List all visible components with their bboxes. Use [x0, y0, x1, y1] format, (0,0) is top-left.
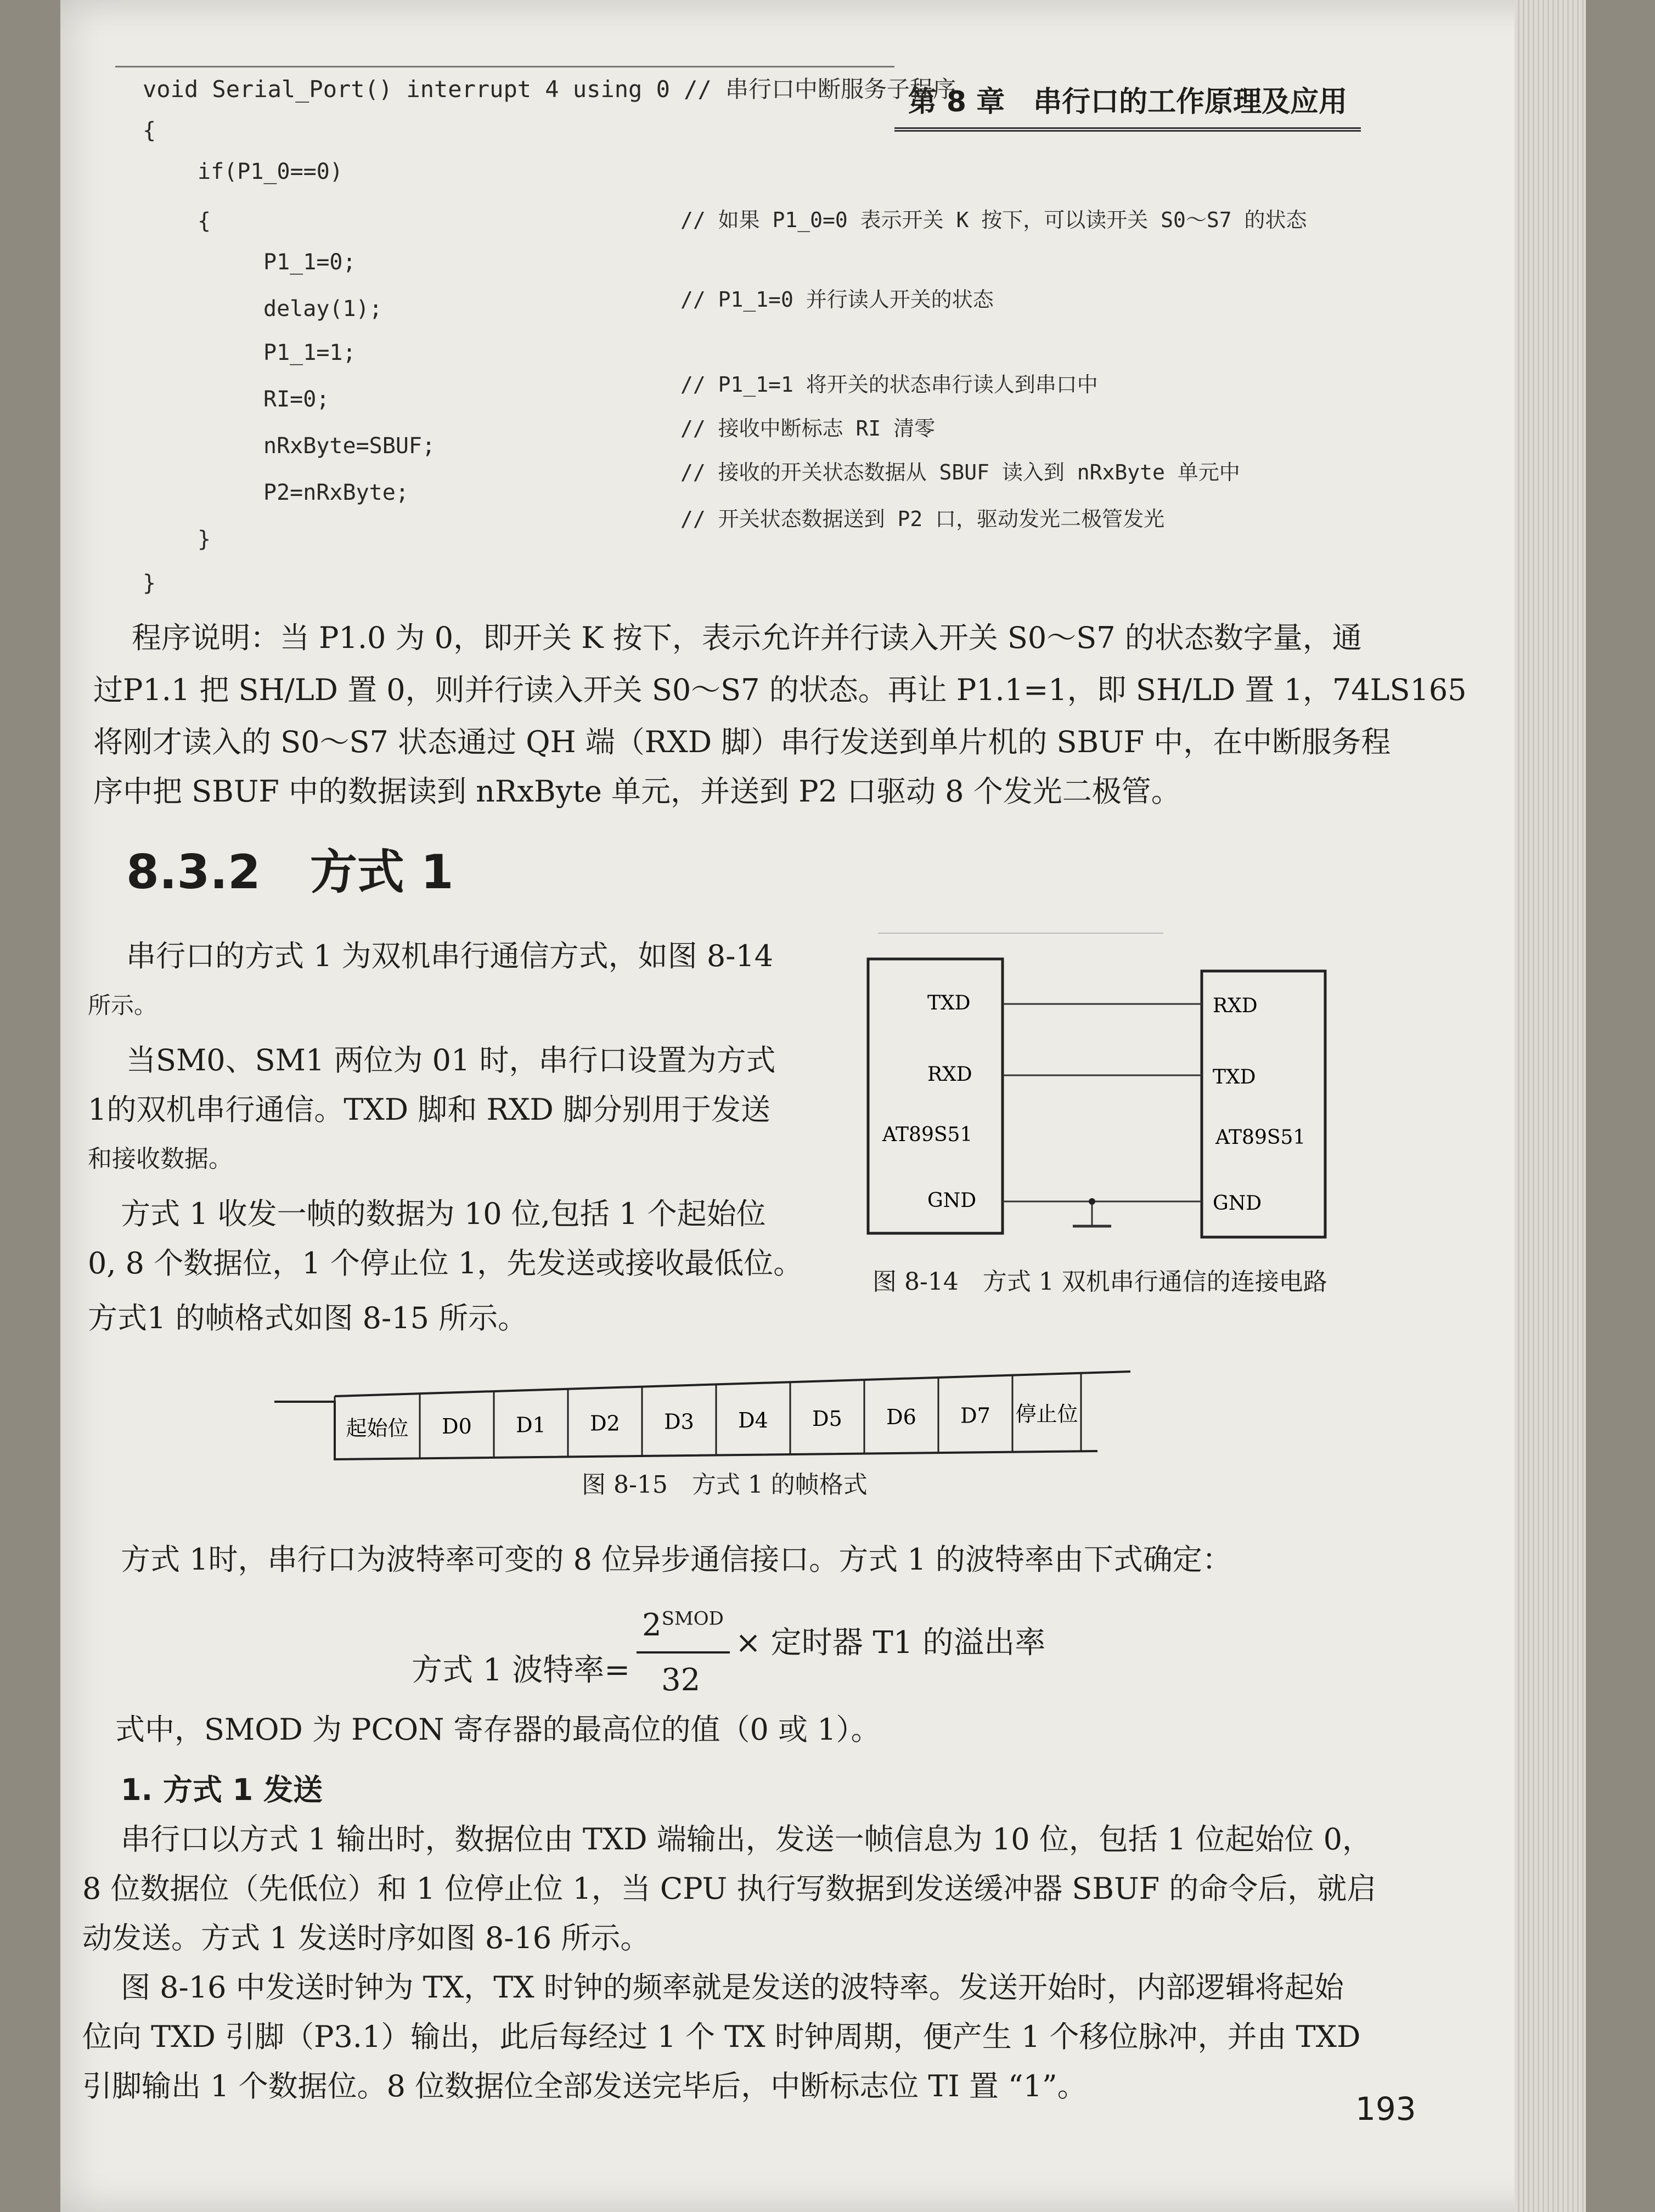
- figure-8-14-circuit: [862, 955, 1339, 1251]
- left-pin-rxd: RXD: [927, 1063, 972, 1086]
- code-line: P1_1=1;: [263, 340, 356, 365]
- code-line: nRxByte=SBUF;: [263, 433, 436, 459]
- code-line: P1_1=0;: [263, 250, 356, 275]
- right-pin-rxd: RXD: [1213, 995, 1258, 1017]
- frame-cell-4: D3: [664, 1409, 694, 1434]
- left-pin-txd: TXD: [927, 992, 971, 1014]
- explanation-line: 过P1.1 把 SH/LD 置 0，则并行读入开关 S0～S7 的状态。再让 P1.1=1，即 SH/LD 置 1，74LS165: [93, 673, 1467, 707]
- right-pin-txd: TXD: [1213, 1066, 1256, 1088]
- ground-junction: [1089, 1198, 1095, 1205]
- figure-8-15-frame-format: [274, 1361, 1141, 1465]
- figure-8-15-caption: 图 8-15 方式 1 的帧格式: [582, 1471, 868, 1499]
- right-chip-label: AT89S51: [1215, 1126, 1306, 1149]
- baud-denominator: 32: [661, 1662, 701, 1698]
- intro-line: 方式 1 收发一帧的数据为 10 位,包括 1 个起始位: [121, 1197, 766, 1231]
- section-number: 8.3.2: [126, 845, 261, 900]
- frame-top-line: [335, 1372, 1130, 1396]
- baud-note: 式中，SMOD 为 PCON 寄存器的最高位的值（0 或 1）。: [115, 1712, 881, 1747]
- intro-line: 所示。: [88, 992, 157, 1019]
- baud-rhs: × 定时器 T1 的溢出率: [735, 1625, 1046, 1661]
- intro-line: 当SM0、SM1 两位为 01 时，串行口设置为方式: [126, 1043, 776, 1077]
- header-rule: [115, 66, 894, 67]
- send-line: 图 8-16 中发送时钟为 TX，TX 时钟的频率就是发送的波特率。发送开始时，内部逻辑将起始: [121, 1970, 1344, 2005]
- baud-lhs: 方式 1 波特率=: [412, 1652, 631, 1688]
- frame-cells: [335, 1373, 1081, 1459]
- frame-cell-3: D2: [590, 1411, 620, 1436]
- code-comment: // P1_1=1 将开关的状态串行读人到串口中: [680, 373, 1098, 397]
- code-line: P2=nRxByte;: [263, 480, 409, 505]
- code-line: delay(1);: [263, 296, 382, 321]
- figure-8-14-caption: 图 8-14 方式 1 双机串行通信的连接电路: [872, 1268, 1327, 1296]
- code-line: }: [198, 527, 211, 552]
- code-comment: // 开关状态数据送到 P2 口，驱动发光二极管发光: [680, 507, 1165, 531]
- frame-cell-7: D6: [886, 1405, 916, 1430]
- code-comment: // P1_1=0 并行读人开关的状态: [680, 287, 994, 312]
- send-line: 串行口以方式 1 输出时，数据位由 TXD 端输出，发送一帧信息为 10 位，包括 1 位起始位 0，: [121, 1822, 1372, 1857]
- intro-line: 0, 8 个数据位，1 个停止位 1，先发送或接收最低位。: [88, 1246, 803, 1280]
- baud-exponent: SMOD: [661, 1607, 724, 1630]
- page-number: 193: [1355, 2090, 1416, 2128]
- fraction-bar: [637, 1651, 730, 1654]
- code-line: {: [143, 118, 156, 143]
- frame-cell-2: D1: [516, 1413, 546, 1437]
- code-comment: // 接收的开关状态数据从 SBUF 读入到 nRxByte 单元中: [680, 460, 1240, 484]
- left-pin-gnd: GND: [927, 1189, 977, 1212]
- explanation-line: 将刚才读入的 S0～S7 状态通过 QH 端（RXD 脚）串行发送到单片机的 SBUF 中，在中断服务程: [93, 725, 1391, 759]
- code-line: RI=0;: [263, 387, 330, 412]
- frame-cell-6: D5: [812, 1407, 842, 1431]
- frame-cell-9: 停止位: [1015, 1402, 1078, 1426]
- send-line: 8 位数据位（先低位）和 1 位停止位 1，当 CPU 执行写数据到发送缓冲器 SBUF 的命令后，就启: [82, 1871, 1377, 1906]
- chapter-header: 第 8 章 串行口的工作原理及应用: [894, 66, 1361, 132]
- frame-cell-0: 起始位: [346, 1416, 409, 1441]
- code-comment: // 接收中断标志 RI 清零: [680, 416, 936, 441]
- frame-cell-1: D0: [442, 1414, 472, 1439]
- section-name: 方式 1: [309, 845, 454, 900]
- send-line: 动发送。方式 1 发送时序如图 8-16 所示。: [82, 1921, 650, 1955]
- section-divider: [878, 933, 1163, 934]
- baud-base: 2: [642, 1607, 662, 1643]
- intro-line: 1的双机串行通信。TXD 脚和 RXD 脚分别用于发送: [88, 1092, 771, 1127]
- intro-line: 方式1 的帧格式如图 8-15 所示。: [88, 1301, 528, 1335]
- baud-intro: 方式 1时，串行口为波特率可变的 8 位异步通信接口。方式 1 的波特率由下式确定：: [121, 1542, 1232, 1577]
- code-line: }: [143, 571, 156, 596]
- baud-numerator: [642, 1607, 724, 1643]
- page-edge: [1515, 0, 1586, 2212]
- frame-cell-5: D4: [738, 1408, 768, 1432]
- send-line: 引脚输出 1 个数据位。8 位数据位全部发送完毕后，中断标志位 TI 置 “1”。: [82, 2069, 1087, 2103]
- code-line: void Serial_Port() interrupt 4 using 0 // 串行口中断服务子程序: [143, 76, 956, 103]
- intro-line: 和接收数据。: [88, 1145, 233, 1173]
- right-pin-gnd: GND: [1213, 1192, 1262, 1215]
- code-comment: // 如果 P1_0=0 表示开关 K 按下，可以读开关 S0～S7 的状态: [680, 208, 1307, 232]
- intro-line: 串行口的方式 1 为双机串行通信方式，如图 8-14: [126, 939, 774, 973]
- frame-cell-8: D7: [960, 1403, 990, 1428]
- section-title: [126, 834, 454, 902]
- code-line: {: [198, 208, 211, 234]
- explanation-line: 程序说明：当 P1.0 为 0，即开关 K 按下，表示允许并行读入开关 S0～S7 的状态数字量，通: [132, 620, 1362, 655]
- code-line: if(P1_0==0): [198, 159, 343, 184]
- subsection-title: 1. 方式 1 发送: [121, 1773, 323, 1807]
- explanation-line: 序中把 SBUF 中的数据读到 nRxByte 单元，并送到 P2 口驱动 8 个发光二极管。: [93, 774, 1181, 809]
- left-chip-label: AT89S51: [882, 1124, 973, 1146]
- send-line: 位向 TXD 引脚（P3.1）输出，此后每经过 1 个 TX 时钟周期，便产生 1 个移位脉冲，并由 TXD: [82, 2019, 1361, 2054]
